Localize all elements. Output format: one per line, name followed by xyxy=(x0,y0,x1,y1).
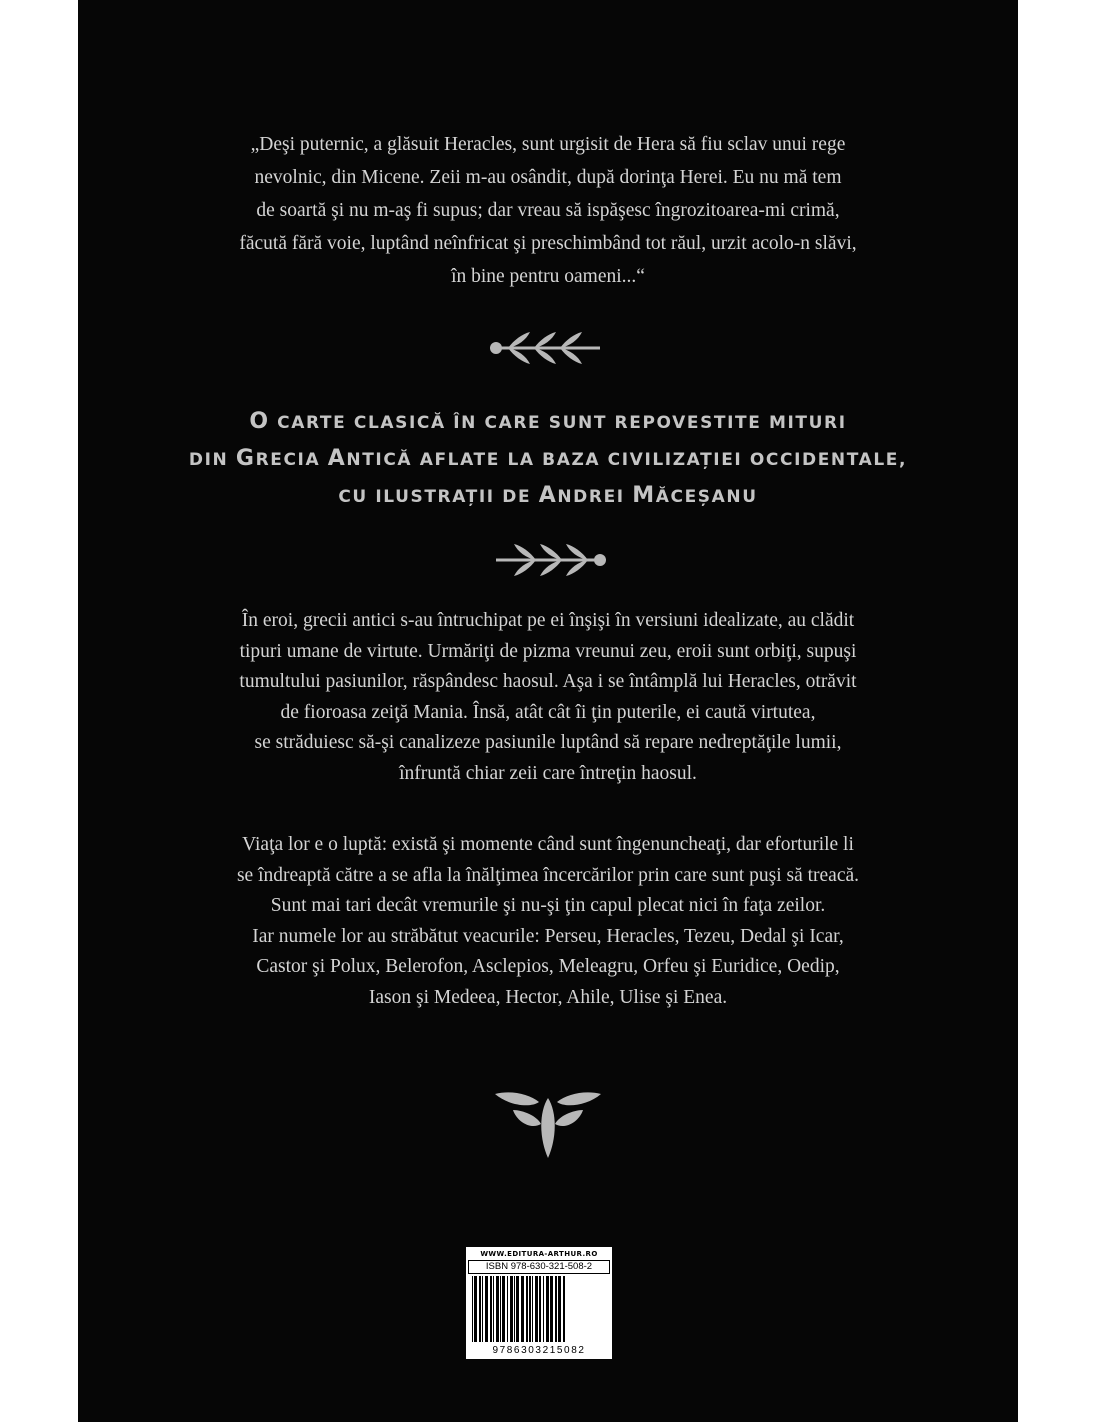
paragraph-2-line: Castor şi Polux, Belerofon, Asclepios, Meleagru, Orfeu şi Euridice, Oedip, xyxy=(256,956,840,977)
book-back-cover xyxy=(78,0,1018,1422)
paragraph-1-line: de fioroasa zeiţă Mania. Însă, atât cât îi ţin puterile, ei caută virtutea, xyxy=(280,701,816,723)
isbn-barcode-label xyxy=(466,1247,612,1359)
tagline-line-2 xyxy=(78,441,1018,478)
tagline-text: ĂCEȘANU xyxy=(655,487,758,507)
paragraph-2-line: Viaţa lor e o luptă: există şi momente când sunt îngenuncheaţi, dar eforturile li xyxy=(242,834,854,855)
description-paragraph-1 xyxy=(78,606,1018,789)
tagline-capital: A xyxy=(538,483,558,508)
book-tagline xyxy=(78,404,1018,515)
quote-line: făcută fără voie, luptând neînfricat şi preschimbând tot răul, urzit acolo-n slăvi, xyxy=(239,233,857,254)
paragraph-1-line: În eroi, grecii antici s-au întruchipat pe ei înşişi în versiuni idealizate, au clădit xyxy=(241,610,855,631)
paragraph-1-line: înfruntă chiar zeii care întreţin haosul. xyxy=(399,762,697,784)
paragraph-1-line: tipuri umane de virtute. Urmăriţi de pizma vreunui zeu, eroii sunt orbiţi, supuşi xyxy=(239,640,857,662)
heracles-quote xyxy=(78,128,1018,293)
barcode-bars xyxy=(470,1276,608,1344)
tagline-capital: A xyxy=(327,446,347,471)
quote-line: nevolnic, din Micene. Zeii m-au osândit, după dorinţa Herei. Eu nu mă tem xyxy=(254,167,842,188)
paragraph-2-line: Iar numele lor au străbătut veacurile: Perseu, Heracles, Tezeu, Dedal şi Icar, xyxy=(252,925,844,947)
isbn-number: ISBN 978-630-321-508-2 xyxy=(468,1260,610,1274)
description-paragraph-2 xyxy=(78,830,1018,1013)
tagline-capital: M xyxy=(632,483,656,508)
tagline-line-3 xyxy=(78,478,1018,515)
paragraph-2-line: Sunt mai tari decât vremurile şi nu-şi ţin capul plecat nici în faţa zeilor. xyxy=(270,895,826,916)
quote-line: „Deşi puternic, a glăsuit Heracles, sunt urgisit de Hera să fiu sclav unui rege xyxy=(250,134,846,155)
leaf-branch-ornament-top xyxy=(488,328,608,368)
paragraph-1-line: tumultului pasiunilor, răspândesc haosul. Aşa i se întâmplă lui Heracles, otrăvit xyxy=(239,671,857,692)
paragraph-1-line: se străduiesc să-şi canalizeze pasiunile luptând să repare nedreptăţile lumii, xyxy=(254,732,842,753)
leaf-branch-ornament-bottom xyxy=(488,540,608,580)
quote-line: de soartă şi nu m-aş fi supus; dar vreau să ispăşesc îngrozitoarea-mi crimă, xyxy=(256,200,840,221)
fan-petal-ornament xyxy=(493,1088,603,1160)
tagline-text: CU ILUSTRAȚII DE xyxy=(338,487,539,507)
tagline-capital: O xyxy=(249,409,270,434)
tagline-capital: G xyxy=(235,446,256,471)
publisher-website: WWW.EDITURA-ARTHUR.RO xyxy=(480,1250,598,1258)
tagline-text: NTICĂ AFLATE LA BAZA CIVILIZAȚIEI OCCIDENTALE, xyxy=(346,450,908,470)
quote-line: în bine pentru oameni...“ xyxy=(451,266,645,287)
tagline-text: NDREI xyxy=(557,487,633,507)
tagline-text: CARTE CLASICĂ ÎN CARE SUNT REPOVESTITE MITURI xyxy=(269,413,847,433)
tagline-text: DIN xyxy=(188,450,236,470)
paragraph-2-line: Iason şi Medeea, Hector, Ahile, Ulise şi Enea. xyxy=(368,986,728,1008)
tagline-line-1 xyxy=(78,404,1018,441)
tagline-text: RECIA xyxy=(255,450,328,470)
barcode-digits: 9786303215082 xyxy=(492,1345,586,1356)
paragraph-2-line: se îndreaptă către a se afla la înălţimea încercărilor prin care sunt puşi să treacă. xyxy=(236,864,860,886)
